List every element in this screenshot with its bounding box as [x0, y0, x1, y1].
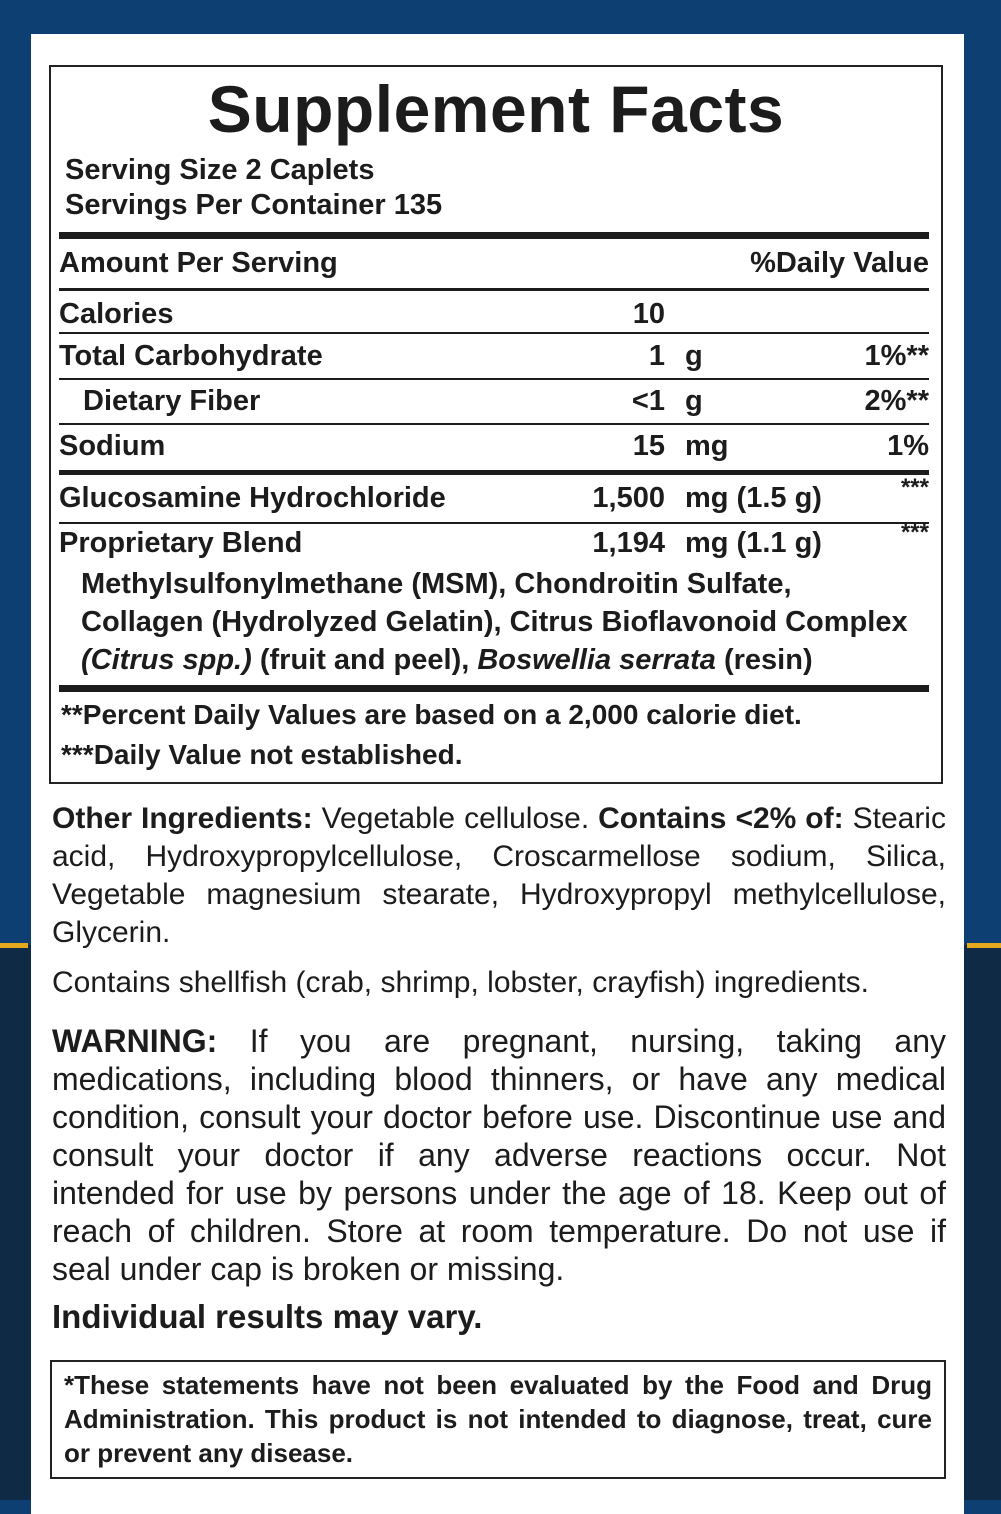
- divider: [59, 288, 929, 291]
- footnote-not-established: ***Daily Value not established.: [61, 739, 463, 770]
- contains-label: Contains <2% of:: [598, 802, 844, 835]
- servings-per-container: Servings Per Container 135: [65, 189, 443, 221]
- nutrient-label: Dietary Fiber: [83, 385, 261, 417]
- divider: [59, 423, 929, 425]
- ingredient-label: Glucosamine Hydrochloride: [59, 482, 446, 514]
- thick-divider: [59, 685, 929, 692]
- contains-text: Stearic acid, Hydroxypropylcellulose, Croscarmellose sodium, Silica, Vegetable magnesium stearate, Hydroxypropyl methylcellulose, Glycerin.: [52, 802, 946, 949]
- ingredient-dv: ***: [900, 519, 929, 546]
- nutrient-row: [59, 426, 929, 466]
- ingredient-row: [59, 519, 929, 563]
- nutrient-row: [59, 336, 929, 376]
- nutrient-amount: <1: [631, 385, 665, 417]
- nutrient-label: Total Carbohydrate: [59, 340, 323, 372]
- blend-components: [81, 565, 941, 679]
- footnote-daily-values: **Percent Daily Values are based on a 2,000 calorie diet.: [61, 699, 802, 730]
- facts-title: Supplement Facts: [207, 72, 785, 146]
- blend-line: Methylsulfonylmethane (MSM), Chondroitin Sulfate,: [81, 568, 792, 600]
- allergen-statement: Contains shellfish (crab, shrimp, lobster, crayfish) ingredients.: [52, 966, 870, 999]
- daily-value-header: %Daily Value: [750, 247, 929, 279]
- ingredient-amount: 1,500: [592, 482, 665, 514]
- accent-stripe-left: [0, 943, 28, 948]
- nutrient-row: [59, 294, 929, 334]
- nutrient-row: [59, 381, 929, 421]
- nutrient-amount: 15: [632, 430, 665, 462]
- ingredient-row: [59, 474, 929, 518]
- medium-divider: [59, 470, 929, 475]
- nutrient-dv: 2%**: [864, 385, 929, 417]
- accent-stripe-right: [967, 943, 1001, 948]
- nutrient-unit: mg: [685, 430, 729, 462]
- nutrient-dv: 1%**: [864, 340, 929, 372]
- blend-line: [81, 641, 941, 679]
- blend-part: (fruit and peel),: [251, 644, 478, 676]
- other-ingredients-text: Vegetable cellulose.: [312, 802, 599, 835]
- blend-line: Collagen (Hydrolyzed Gelatin), Citrus Bioflavonoid Complex: [81, 606, 908, 638]
- blend-species: Boswellia serrata: [477, 644, 716, 676]
- nutrient-unit: g: [685, 340, 703, 372]
- thick-divider: [59, 232, 929, 239]
- amount-per-serving: Amount Per Serving: [59, 247, 338, 279]
- supplement-facts-box: [49, 65, 943, 784]
- nutrient-amount: 1: [648, 340, 665, 372]
- blend-part: (resin): [715, 644, 813, 676]
- nutrient-unit: g: [685, 385, 703, 417]
- warning-text: If you are pregnant, nursing, taking any medications, including blood thinners, or have any medical condition, consult your doctor before use. Discontinue use and consult your doctor if any adverse reactions occur. Not intended for use by persons under the age of 18. Keep out of reach of children. Store at room temperature. Do not use if seal under cap is broken or missing.: [52, 1023, 946, 1287]
- fda-disclaimer: *These statements have not been evaluated by the Food and Drug Administration. This product is not intended to diagnose, treat, cure or prevent any disease.: [50, 1360, 946, 1479]
- serving-size: Serving Size 2 Caplets: [65, 154, 375, 186]
- warning-label: WARNING:: [52, 1023, 218, 1059]
- ingredient-unit: mg (1.1 g): [685, 527, 822, 559]
- divider: [59, 332, 929, 334]
- ingredient-label: Proprietary Blend: [59, 527, 303, 559]
- nutrient-amount: 10: [632, 298, 665, 330]
- blend-species: (Citrus spp.): [81, 644, 252, 676]
- other-ingredients-label: Other Ingredients:: [52, 802, 313, 835]
- divider: [59, 378, 929, 380]
- warning-statement: [52, 1022, 946, 1288]
- ingredient-unit: mg (1.5 g): [685, 482, 822, 514]
- nutrient-label: Sodium: [59, 430, 166, 462]
- ingredient-dv: ***: [900, 474, 929, 501]
- results-statement: Individual results may vary.: [52, 1298, 483, 1335]
- ingredient-amount: 1,194: [592, 527, 665, 559]
- other-ingredients: [52, 800, 946, 952]
- nutrient-label: Calories: [59, 298, 174, 330]
- amount-header: [59, 243, 929, 283]
- nutrient-dv: 1%: [887, 430, 929, 462]
